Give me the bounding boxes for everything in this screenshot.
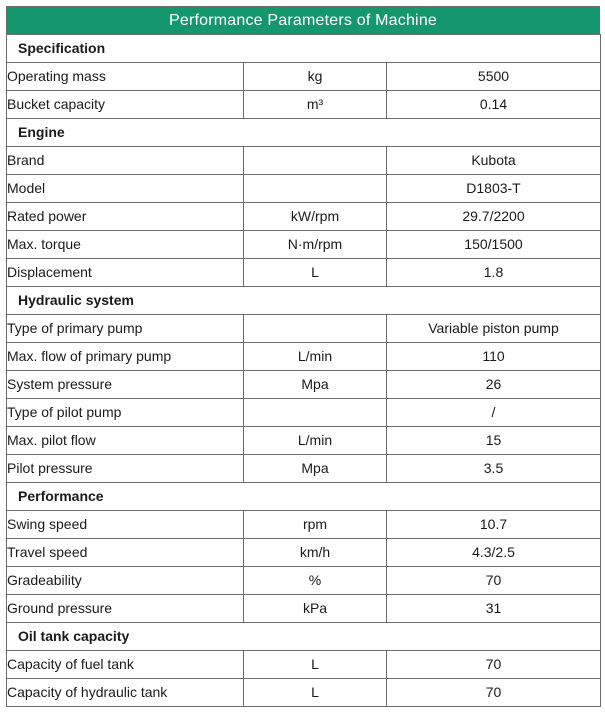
- parameter-name-cell: Capacity of hydraulic tank: [7, 679, 244, 707]
- section-header-row: [7, 623, 601, 651]
- parameter-unit-cell: Mpa: [244, 455, 387, 483]
- parameter-unit-cell: kPa: [244, 595, 387, 623]
- parameter-name-cell: Max. pilot flow: [7, 427, 244, 455]
- section-heading: Performance: [7, 483, 601, 511]
- parameter-name-cell: Max. flow of primary pump: [7, 343, 244, 371]
- parameter-name-cell: Ground pressure: [7, 595, 244, 623]
- parameter-value-cell: Variable piston pump: [387, 315, 601, 343]
- section-heading: Engine: [7, 119, 601, 147]
- parameter-unit-cell: m³: [244, 91, 387, 119]
- table-row: [7, 595, 601, 623]
- parameter-name-cell: Bucket capacity: [7, 91, 244, 119]
- parameter-unit-cell: [244, 399, 387, 427]
- parameter-value-cell: 70: [387, 651, 601, 679]
- parameter-name-cell: Displacement: [7, 259, 244, 287]
- table-row: [7, 315, 601, 343]
- parameter-unit-cell: [244, 175, 387, 203]
- parameter-name-cell: Type of primary pump: [7, 315, 244, 343]
- section-header-row: [7, 35, 601, 63]
- parameter-unit-cell: kg: [244, 63, 387, 91]
- parameter-name-cell: Travel speed: [7, 539, 244, 567]
- parameter-name-cell: Rated power: [7, 203, 244, 231]
- parameter-value-cell: 0.14: [387, 91, 601, 119]
- parameter-name-cell: Gradeability: [7, 567, 244, 595]
- parameter-unit-cell: [244, 315, 387, 343]
- table-row: [7, 567, 601, 595]
- parameter-unit-cell: L/min: [244, 343, 387, 371]
- table-row: [7, 679, 601, 707]
- parameter-value-cell: 10.7: [387, 511, 601, 539]
- parameter-unit-cell: kW/rpm: [244, 203, 387, 231]
- parameter-unit-cell: km/h: [244, 539, 387, 567]
- section-header-row: [7, 483, 601, 511]
- parameter-value-cell: 29.7/2200: [387, 203, 601, 231]
- section-header-row: [7, 119, 601, 147]
- table-row: [7, 399, 601, 427]
- parameter-unit-cell: L/min: [244, 427, 387, 455]
- parameter-name-cell: Brand: [7, 147, 244, 175]
- parameter-name-cell: System pressure: [7, 371, 244, 399]
- table-row: [7, 91, 601, 119]
- parameter-value-cell: 70: [387, 567, 601, 595]
- section-heading: Oil tank capacity: [7, 623, 601, 651]
- parameter-unit-cell: %: [244, 567, 387, 595]
- parameter-unit-cell: L: [244, 259, 387, 287]
- section-heading: Hydraulic system: [7, 287, 601, 315]
- parameter-name-cell: Capacity of fuel tank: [7, 651, 244, 679]
- parameter-value-cell: 110: [387, 343, 601, 371]
- parameter-value-cell: D1803-T: [387, 175, 601, 203]
- parameter-name-cell: Model: [7, 175, 244, 203]
- table-row: [7, 175, 601, 203]
- table-row: [7, 259, 601, 287]
- parameters-table-body: [7, 35, 601, 707]
- parameter-name-cell: Swing speed: [7, 511, 244, 539]
- table-row: [7, 539, 601, 567]
- table-title: Performance Parameters of Machine: [6, 6, 600, 34]
- parameter-value-cell: 31: [387, 595, 601, 623]
- parameters-table: [6, 34, 601, 707]
- parameter-value-cell: 3.5: [387, 455, 601, 483]
- table-row: [7, 203, 601, 231]
- parameter-name-cell: Type of pilot pump: [7, 399, 244, 427]
- parameter-unit-cell: N·m/rpm: [244, 231, 387, 259]
- parameter-unit-cell: Mpa: [244, 371, 387, 399]
- parameter-name-cell: Operating mass: [7, 63, 244, 91]
- parameter-unit-cell: rpm: [244, 511, 387, 539]
- table-row: [7, 455, 601, 483]
- parameter-value-cell: 150/1500: [387, 231, 601, 259]
- parameter-unit-cell: L: [244, 651, 387, 679]
- table-row: [7, 147, 601, 175]
- parameter-unit-cell: [244, 147, 387, 175]
- table-row: [7, 427, 601, 455]
- table-row: [7, 231, 601, 259]
- parameter-value-cell: Kubota: [387, 147, 601, 175]
- parameter-value-cell: 4.3/2.5: [387, 539, 601, 567]
- parameter-value-cell: 5500: [387, 63, 601, 91]
- section-heading: Specification: [7, 35, 601, 63]
- parameter-value-cell: 70: [387, 679, 601, 707]
- parameter-value-cell: /: [387, 399, 601, 427]
- table-row: [7, 63, 601, 91]
- table-row: [7, 651, 601, 679]
- table-row: [7, 343, 601, 371]
- parameter-value-cell: 1.8: [387, 259, 601, 287]
- parameter-value-cell: 15: [387, 427, 601, 455]
- parameter-name-cell: Max. torque: [7, 231, 244, 259]
- table-row: [7, 511, 601, 539]
- parameter-value-cell: 26: [387, 371, 601, 399]
- section-header-row: [7, 287, 601, 315]
- parameters-sheet: [6, 6, 600, 707]
- parameter-unit-cell: L: [244, 679, 387, 707]
- table-row: [7, 371, 601, 399]
- parameter-name-cell: Pilot pressure: [7, 455, 244, 483]
